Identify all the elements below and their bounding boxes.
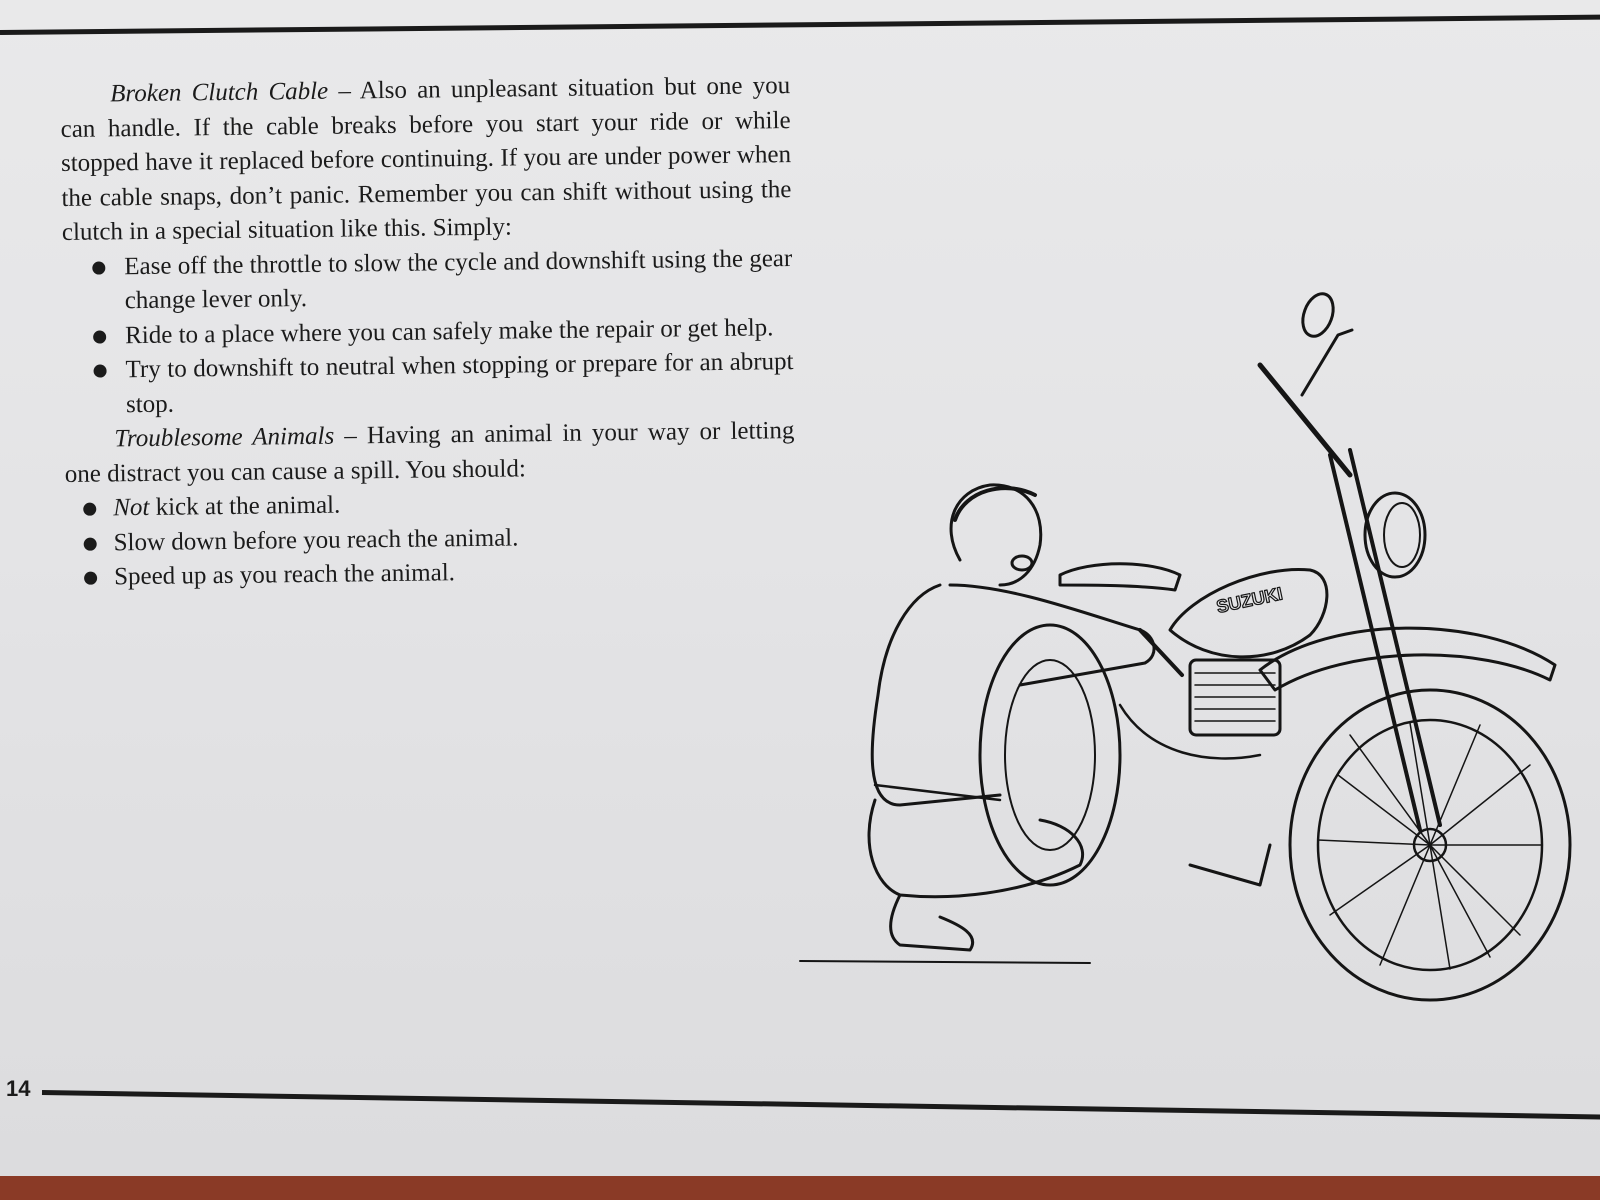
bullet-icon (84, 537, 97, 550)
animals-paragraph: Troublesome Animals – Having an animal in your way or letting one distract you can cause a spill. You should: (64, 417, 795, 488)
list-item (62, 242, 793, 320)
top-rule (0, 14, 1600, 35)
clutch-bullet-list (62, 242, 794, 423)
list-item-text: Speed up as you reach the animal. (113, 559, 456, 591)
mechanic-motorcycle-illustration (790, 285, 1600, 1045)
screwdriver (1140, 630, 1182, 675)
footpeg (1190, 845, 1270, 885)
page-number: 14 (6, 1076, 31, 1101)
animals-intro: Having an animal in your way or letting one distract you can cause a spill. You should: (64, 417, 795, 488)
handlebar (1260, 365, 1350, 475)
bullet-icon (92, 261, 105, 274)
front-fork-left (1330, 455, 1420, 830)
rear-wheel (980, 625, 1120, 885)
fuel-tank (1170, 569, 1327, 656)
front-spokes (1318, 723, 1542, 969)
bullet-icon (84, 572, 97, 585)
text-column (60, 69, 796, 595)
bullet-icon (93, 330, 106, 343)
tank-logo: SUZUKI (1214, 583, 1285, 617)
clutch-intro: Also an unpleasant situation but one you can handle. If the cable breaks before you start your ride or while stopped have it replaced before continuing. If you are under power when the cable snaps, don’t panic. Remember you can shift without using the clutch in a special situation like this. Simply: (60, 72, 792, 246)
list-item-text: kick at the animal. (155, 491, 341, 521)
bottom-rule (42, 1090, 1600, 1120)
seat (1060, 564, 1180, 590)
bullet-icon (94, 364, 107, 377)
glasses (1012, 556, 1032, 570)
list-item-emphasis: Not (113, 493, 150, 522)
ground-line (800, 961, 1090, 963)
list-item (63, 345, 794, 423)
mechanic-legs (869, 800, 1083, 897)
mirror-stem (1302, 330, 1352, 395)
clutch-paragraph: Broken Clutch Cable – Also an unpleasant situation but one you can handle. If the cable breaks before you start your ride or while stopped have it replaced before continuing. If you are under power when the cable snaps, don’t panic. Remember you can shift without using the clutch in a special situation like this. Simply: (60, 72, 792, 246)
bleed-through-text (850, 70, 1550, 308)
mirror (1297, 290, 1338, 341)
animals-heading: Troublesome Animals (114, 422, 335, 453)
mechanic-arm (950, 585, 1154, 685)
bullet-icon (83, 503, 96, 516)
list-item-text: Ride to a place where you can safely make the repair or get help. (124, 313, 774, 349)
list-item-text: Slow down before you reach the animal. (113, 523, 519, 556)
animals-bullet-list (65, 483, 796, 595)
list-item-text: Try to downshift to neutral when stopping or prepare for an abrupt stop. (125, 348, 794, 418)
clutch-heading: Broken Clutch Cable (110, 77, 329, 108)
list-item-text: Ease off the throttle to slow the cycle and downshift using the gear change lever only. (124, 244, 793, 315)
mechanic-shoe (891, 895, 973, 950)
